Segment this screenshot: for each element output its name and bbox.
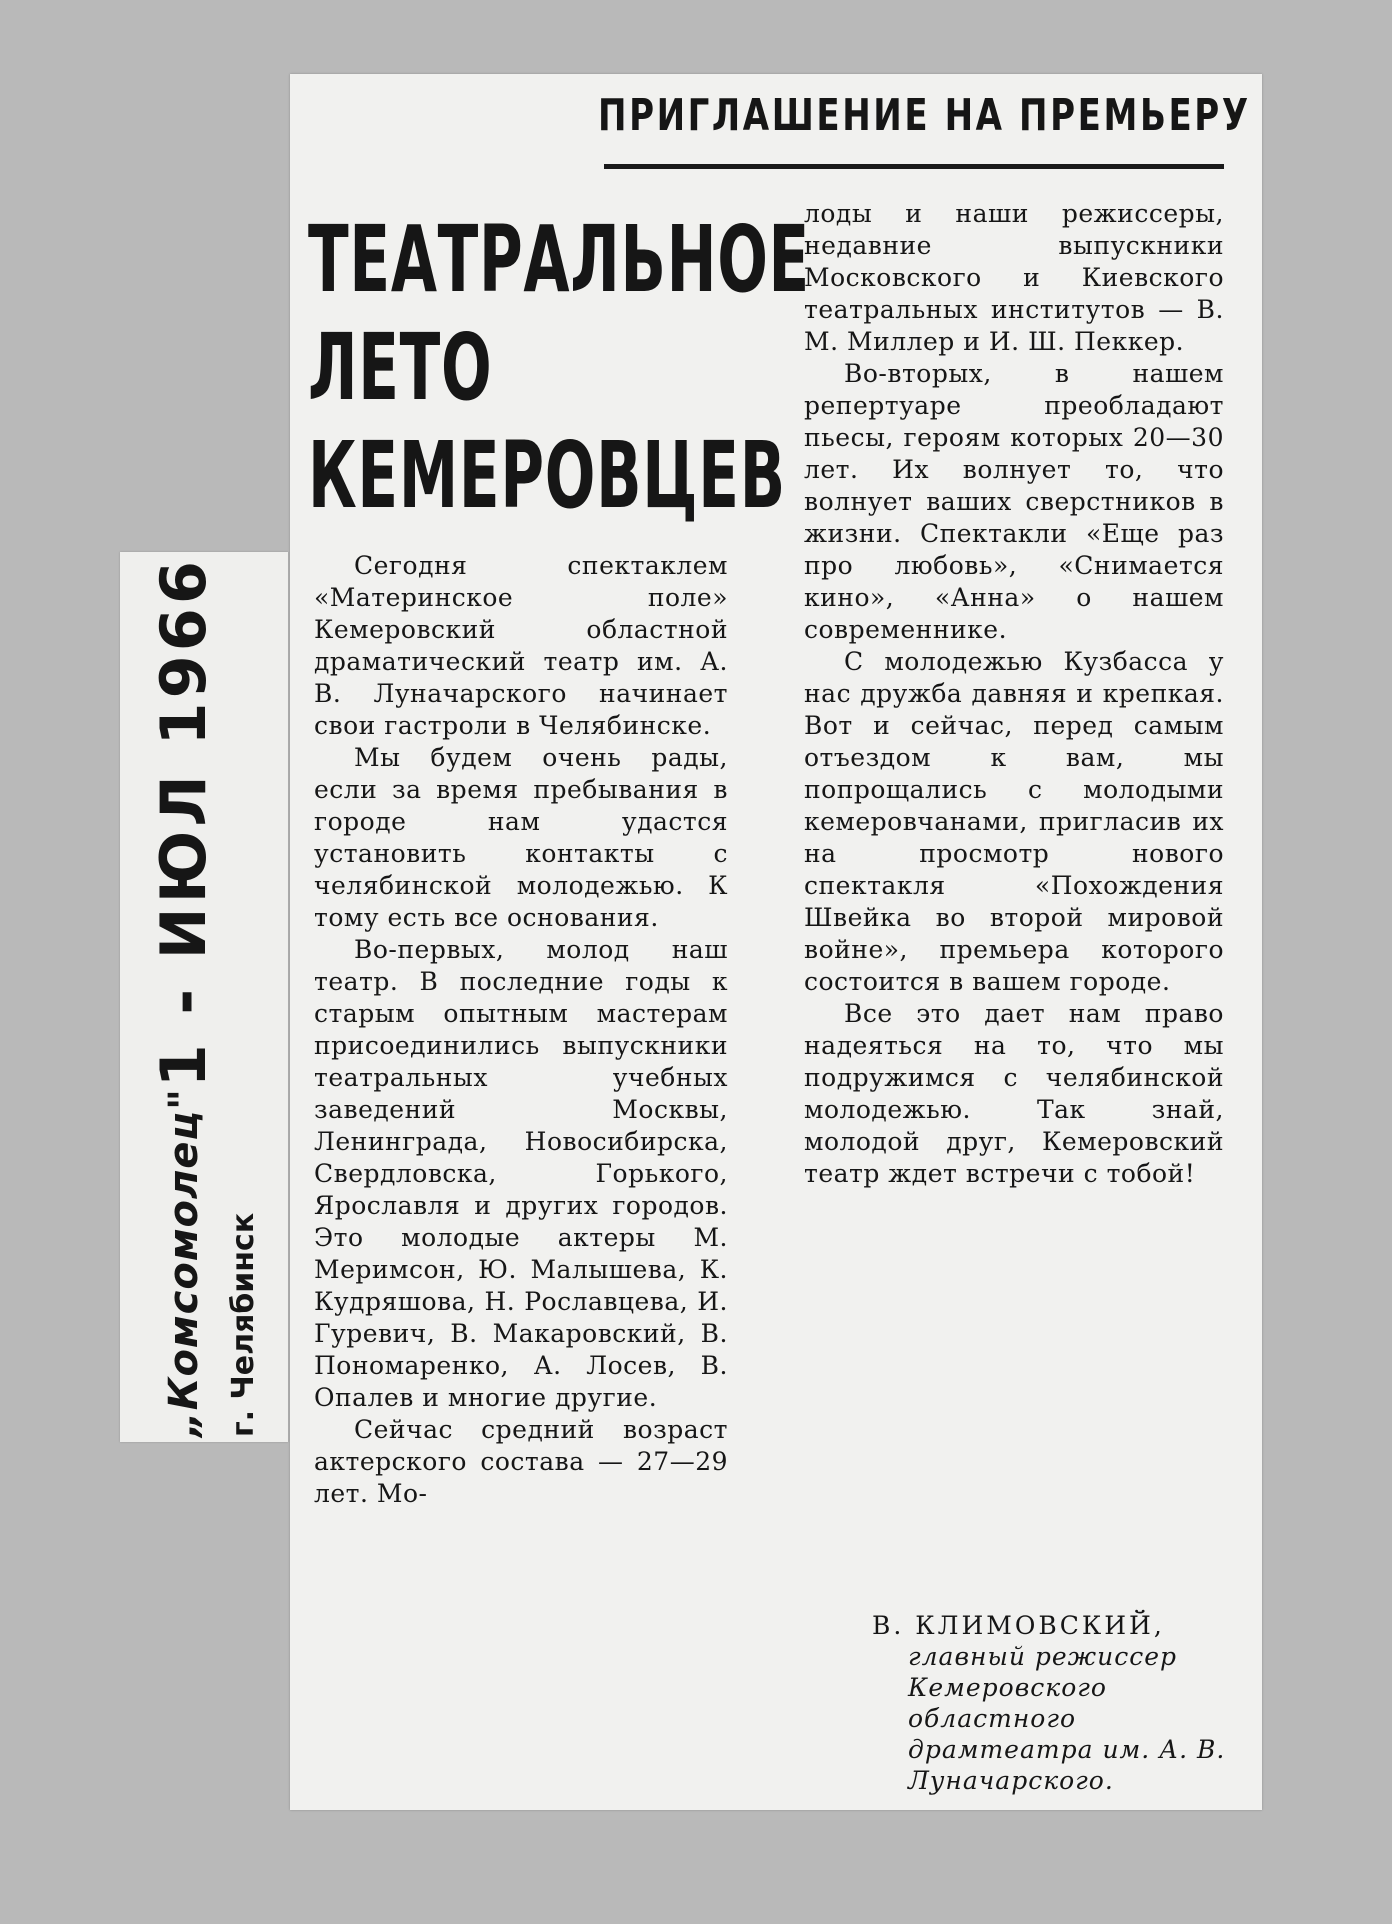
headline-line-3: КЕМЕРОВЦЕВ — [308, 422, 786, 529]
stamp-date: 1 - ИЮЛ 1966 — [147, 557, 220, 1088]
author-title: главный режиссер Кемеровского областного драмтеатра им. А. В. Луначарского. — [908, 1642, 1226, 1795]
article-paragraph: Во-первых, молод наш театр. В последние годы к старым опытным мастерам присоединились выпускники театральных учебных заведений Москвы, Ленинграда, Новосибирска, Свердловска, Горького, Ярославля и других городов. Это молодые актеры М. Меримсон, Ю. Малышева, К. Кудряшова, Н. Рославцева, И. Гуревич, В. Макаровский, В. Пономаренко, А. Лосев, В. Опалев и многие другие. — [314, 935, 728, 1412]
article-column-right — [804, 198, 1224, 1190]
author-name: В. КЛИМОВСКИЙ, — [872, 1611, 1165, 1640]
date-stamp-line — [147, 557, 220, 1437]
date-stamp — [120, 552, 288, 1442]
headline-line-2: ЛЕТО — [308, 314, 493, 421]
article-column-left — [314, 550, 728, 1510]
article-paragraph: Сейчас средний возраст актерского состава — 27—29 лет. Мо- — [314, 1415, 728, 1508]
article-paragraph: Во-вторых, в нашем репертуаре преобладают пьесы, героям которых 20—30 лет. Их волнует то, что волнует ваших сверстников в жизни. Спектакли «Еще раз про любовь», «Снимается кино», «Анна» о нашем современнике. — [804, 359, 1224, 644]
stamp-city: г. Челябинск — [226, 1212, 261, 1437]
rubric-heading: ПРИГЛАШЕНИЕ НА ПРЕМЬЕРУ — [598, 90, 1251, 141]
article-paragraph: Мы будем очень рады, если за время пребывания в городе нам удастся установить контакты с челябинской молодежью. К тому есть все основания. — [314, 743, 728, 932]
headline-line-1: ТЕАТРАЛЬНОЕ — [308, 206, 811, 313]
article-headline — [308, 206, 811, 530]
article-paragraph: лоды и наши режиссеры, недавние выпускники Московского и Киевского театральных институтов — В. М. Миллер и И. Ш. Пеккер. — [804, 199, 1224, 356]
stamp-newspaper-name: „Комсомолец" — [160, 1088, 207, 1437]
author-signature — [870, 1610, 1230, 1796]
date-stamp-content — [124, 557, 284, 1437]
article-paragraph: Все это дает нам право надеяться на то, что мы подружимся с челябинской молодежью. Так знай, молодой друг, Кемеровский театр ждет встречи с тобой! — [804, 999, 1224, 1188]
article-paragraph: С молодежью Кузбасса у нас дружба давняя и крепкая. Вот и сейчас, перед самым отъездом к вам, мы попрощались с молодыми кемеровчанами, пригласив их на просмотр нового спектакля «Похождения Швейка во второй мировой войне», премьера которого состоится в вашем городе. — [804, 647, 1224, 996]
rubric-underline — [604, 164, 1224, 169]
article-paragraph: Сегодня спектаклем «Материнское поле» Кемеровский областной драматический театр им. А. В. Луначарского начинает свои гастроли в Челябинске. — [314, 551, 728, 740]
